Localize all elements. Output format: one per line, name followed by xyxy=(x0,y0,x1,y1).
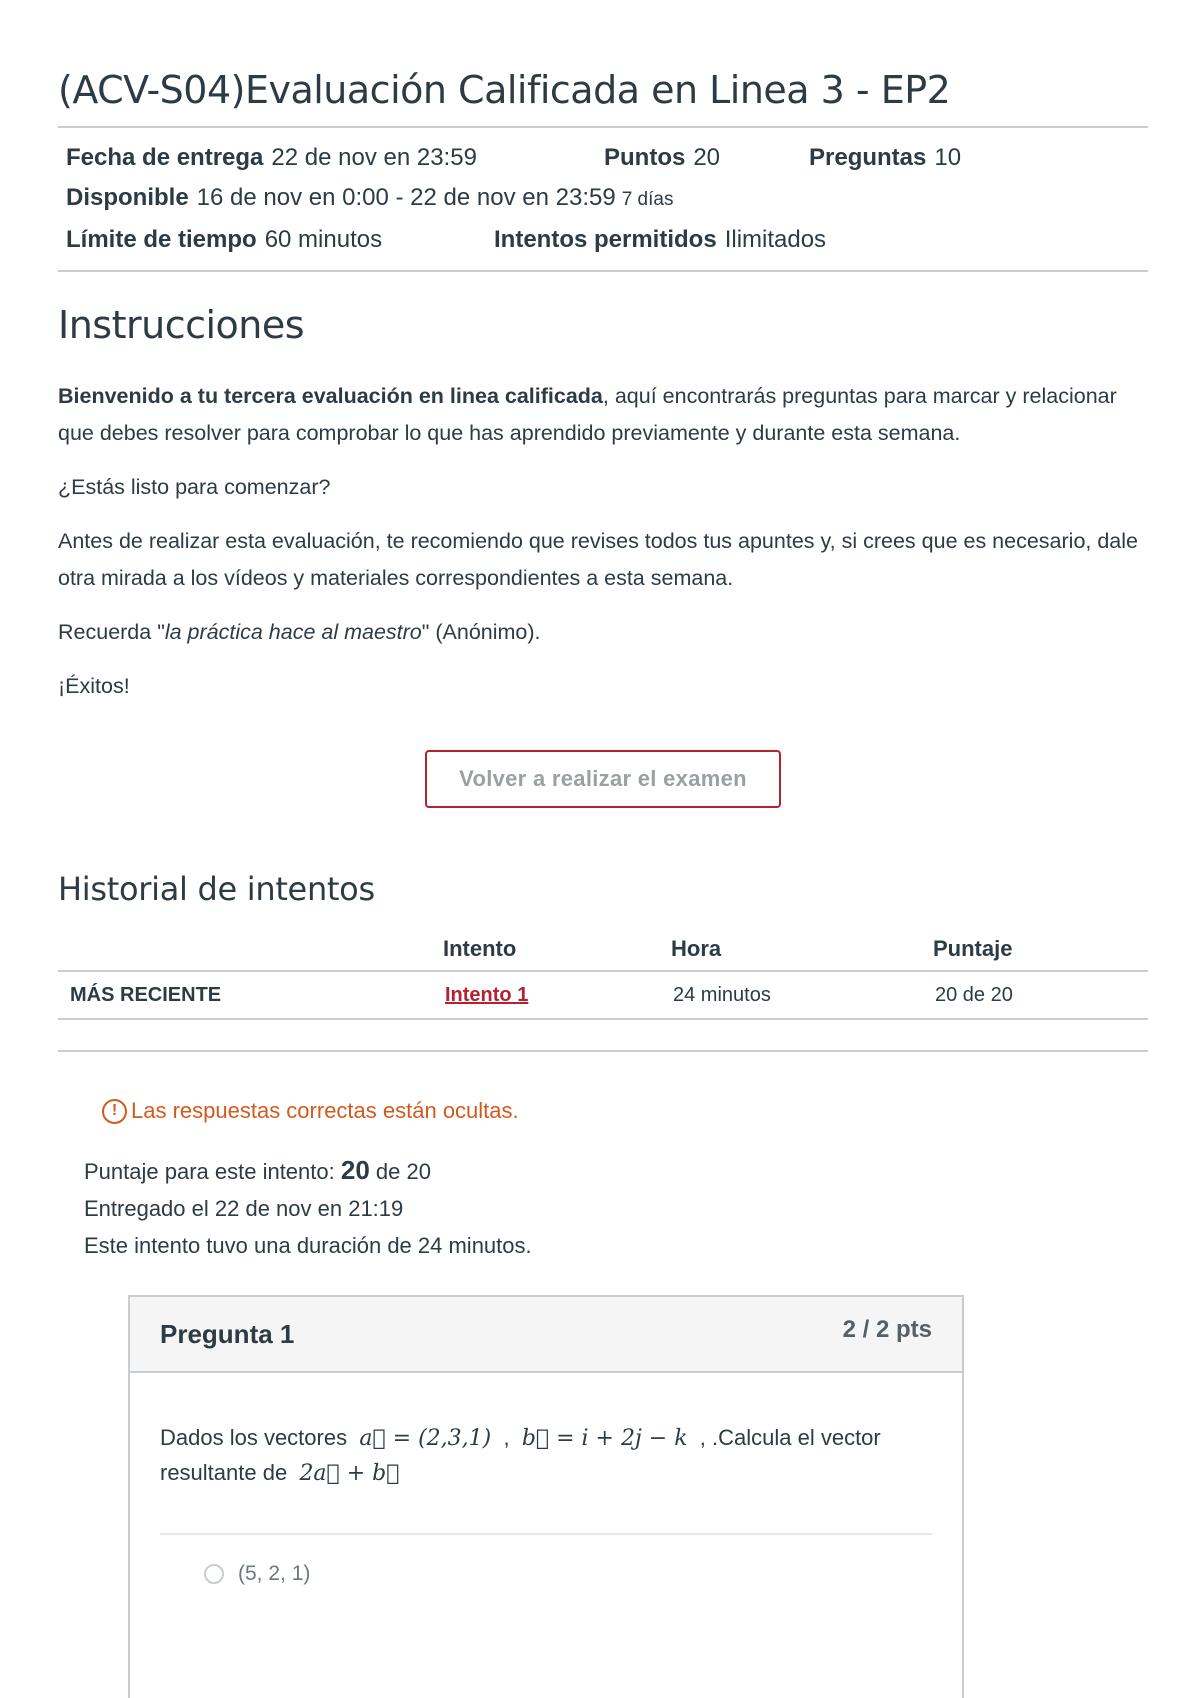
divider xyxy=(58,1050,1148,1052)
table-row xyxy=(58,971,1148,1019)
attempt-1-link[interactable]: Intento 1 xyxy=(445,983,529,1006)
answer-option-label: (5, 2, 1) xyxy=(238,1562,311,1585)
retake-quiz-button[interactable]: Volver a realizar el examen xyxy=(425,750,781,808)
instructions-paragraph: ¡Éxitos! xyxy=(58,674,130,698)
details-row-2 xyxy=(66,178,1140,220)
attempt-score: Puntaje para este intento: 20 de 20 xyxy=(84,1155,431,1185)
column-header: Hora xyxy=(661,928,923,971)
question-points: 2 / 2 pts xyxy=(842,1316,932,1343)
attempt-score-info xyxy=(84,1152,1148,1264)
details-row-1 xyxy=(66,138,1140,178)
submitted-date: Entregado el 22 de nov en 21:19 xyxy=(84,1196,404,1221)
page-title: (ACV-S04)Evaluación Calificada en Linea 3 - EP2 xyxy=(58,68,951,112)
instructions-text xyxy=(58,378,1148,705)
instructions-paragraph: Recuerda "la práctica hace al maestro" (Anónimo). xyxy=(58,620,541,644)
vector-a: a⃗ = (2,3,1) xyxy=(359,1426,492,1451)
score-cell: 20 de 20 xyxy=(923,971,1148,1019)
attempt-duration: Este intento tuvo una duración de 24 minutos. xyxy=(84,1233,532,1258)
attempt-history-table xyxy=(58,928,1148,1020)
table-header-row xyxy=(58,928,1148,971)
question-body xyxy=(130,1373,962,1591)
radio-icon[interactable] xyxy=(204,1564,224,1584)
question-title: Pregunta 1 xyxy=(160,1318,295,1349)
question-count: Preguntas 10 xyxy=(809,144,962,171)
attempt-cell xyxy=(433,971,661,1019)
retake-button-wrap xyxy=(58,750,1148,808)
vector-expression: 2a⃗ + b⃗ xyxy=(299,1461,400,1486)
quiz-page xyxy=(58,60,1148,1264)
divider xyxy=(160,1533,932,1535)
instructions-paragraph: ¿Estás listo para comenzar? xyxy=(58,475,331,499)
column-header: Intento xyxy=(433,928,661,971)
time-cell: 24 minutos xyxy=(661,971,923,1019)
quiz-details xyxy=(58,128,1148,270)
column-header xyxy=(58,928,433,971)
divider xyxy=(58,270,1148,272)
vector-b: b⃗ = i + 2j − k xyxy=(521,1426,688,1451)
hidden-answers-notice: ! Las respuestas correctas están ocultas. xyxy=(102,1098,1148,1124)
latest-label: MÁS RECIENTE xyxy=(58,971,433,1019)
instructions-paragraph: Antes de realizar esta evaluación, te recomiendo que revises todos tus apuntes y, si crees que es necesario, dale otra mirada a los vídeos y materiales correspondientes a esta semana. xyxy=(58,529,1138,590)
instructions-heading: Instrucciones xyxy=(58,303,305,347)
question-header xyxy=(130,1297,962,1373)
time-limit: Límite de tiempo 60 minutos xyxy=(66,226,383,253)
warning-icon: ! xyxy=(102,1099,127,1124)
allowed-attempts: Intentos permitidos Ilimitados xyxy=(494,226,827,253)
question-text: Dados los vectores a⃗ = (2,3,1) , b⃗ = i + 2j − k , .Calcula el vector resultante de 2a⃗ + b⃗ xyxy=(160,1425,881,1486)
answer-option[interactable] xyxy=(204,1557,932,1591)
attempt-history-heading: Historial de intentos xyxy=(58,870,375,908)
availability: Disponible 16 de nov en 0:00 - 22 de nov en 23:59 7 días xyxy=(66,184,674,211)
due-date: Fecha de entrega 22 de nov en 23:59 xyxy=(66,144,477,171)
column-header: Puntaje xyxy=(923,928,1148,971)
question-card xyxy=(128,1295,964,1698)
instructions-paragraph: Bienvenido a tu tercera evaluación en linea calificada, aquí encontrarás preguntas para marcar y relacionar que debes resolver para comprobar lo que has aprendido previamente y durante esta semana. xyxy=(58,384,1117,445)
points: Puntos 20 xyxy=(604,144,721,171)
details-row-3 xyxy=(66,220,1140,260)
